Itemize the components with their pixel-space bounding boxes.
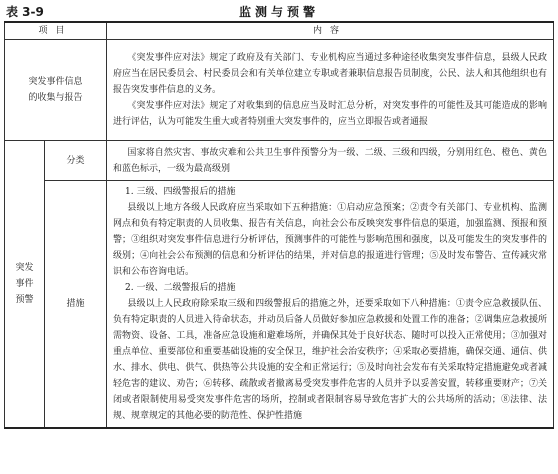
table-number: 表 3-9 [6, 5, 44, 19]
table-row [5, 40, 554, 141]
group-item-emergency-warning [5, 141, 45, 429]
content-paragraph: 《突发事件应对法》规定了对收集到的信息应当及时汇总分析，对突发事件的可能性及其可能造成的影响进行评估，认为可能发生重大或者特别重大突发事件的，应当立即报告或者通报 [113, 101, 547, 127]
table-title: 监测与预警 [238, 5, 319, 19]
row-content-classification [107, 141, 554, 181]
item-line: 突发事件信息 [28, 77, 83, 87]
header-content: 内容 [107, 22, 554, 40]
group-line: 预警 [15, 295, 34, 305]
table-row [5, 181, 554, 429]
content-paragraph: 县级以上人民政府除采取三级和四级警报后的措施之外，还要采取如下八种措施：①责令应急救援队伍、负有特定职责的人员进入待命状态，并动员后备人员做好参加应急救援和处置工作的准备；②调集应急救援所需物资、设备、工具，准备应急设施和避难场所，并确保其处于良好状态、随时可以投入正常使用；③加强对重点单位、重要部位和重要基础设施的安全保卫，维护社会治安秩序；④采取必要措施，确保交通、通信、供水、排水、供电、供气、供热等公共设施的安全和正常运行；⑤及时向社会发布有关采取特定措施避免或者减轻危害的建议、劝告；⑥转移、疏散或者撤离易受突发事件危害的人员并予以妥善安置，转移重要财产；⑦关闭或者限制使用易受突发事件危害的场所，控制或者限制容易导致危害扩大的公共场所的活动；⑧法律、法规、规章规定的其他必要的防范性、保护性措施 [113, 299, 547, 421]
group-line: 突发 [15, 263, 34, 273]
sub-item-classification: 分类 [45, 141, 107, 181]
row-content-measures [107, 181, 554, 429]
table-row [5, 141, 554, 181]
content-paragraph: 《突发事件应对法》规定了政府及有关部门、专业机构应当通过多种途径收集突发事件信息，县级人民政府应当在居民委员会、村民委员会和有关单位建立专职或者兼职信息报告员制度，公民、法人和其他组织也有报告突发事件信息的义务。 [113, 53, 547, 95]
group-line: 事件 [15, 279, 34, 289]
monitoring-warning-table [4, 21, 554, 429]
section-heading: 1. 三级、四级警报后的措施 [125, 187, 236, 197]
content-paragraph: 县级以上地方各级人民政府应当采取如下五种措施：①启动应急预案；②责令有关部门、专业机构、监测网点和负有特定职责的人员收集、报告有关信息，向社会公布反映突发事件信息的渠道，加强监测、预报和预警；③组织对突发事件信息进行分析评估，预测事件的可能性与影响范围和强度，以及可能发生的突发事件的级别；④向社会公布预测的信息和分析评估的结果，并对信息的报道进行管理；⑤及时发布警告、宣传减灾常识和公布咨询电话。 [113, 203, 547, 277]
section-heading: 2. 一级、二级警报后的措施 [125, 283, 236, 293]
table-caption [0, 2, 558, 20]
sub-item-measures: 措施 [45, 181, 107, 429]
content-paragraph: 国家将自然灾害、事故灾难和公共卫生事件预警分为一级、二级、三级和四级，分别用红色、橙色、黄色和蓝色标示，一级为最高级别 [113, 147, 547, 174]
row-content-info-collection [107, 40, 554, 141]
header-row [5, 22, 554, 40]
row-item-info-collection [5, 40, 107, 141]
header-item: 项目 [5, 22, 107, 40]
item-line: 的收集与报告 [28, 93, 83, 103]
